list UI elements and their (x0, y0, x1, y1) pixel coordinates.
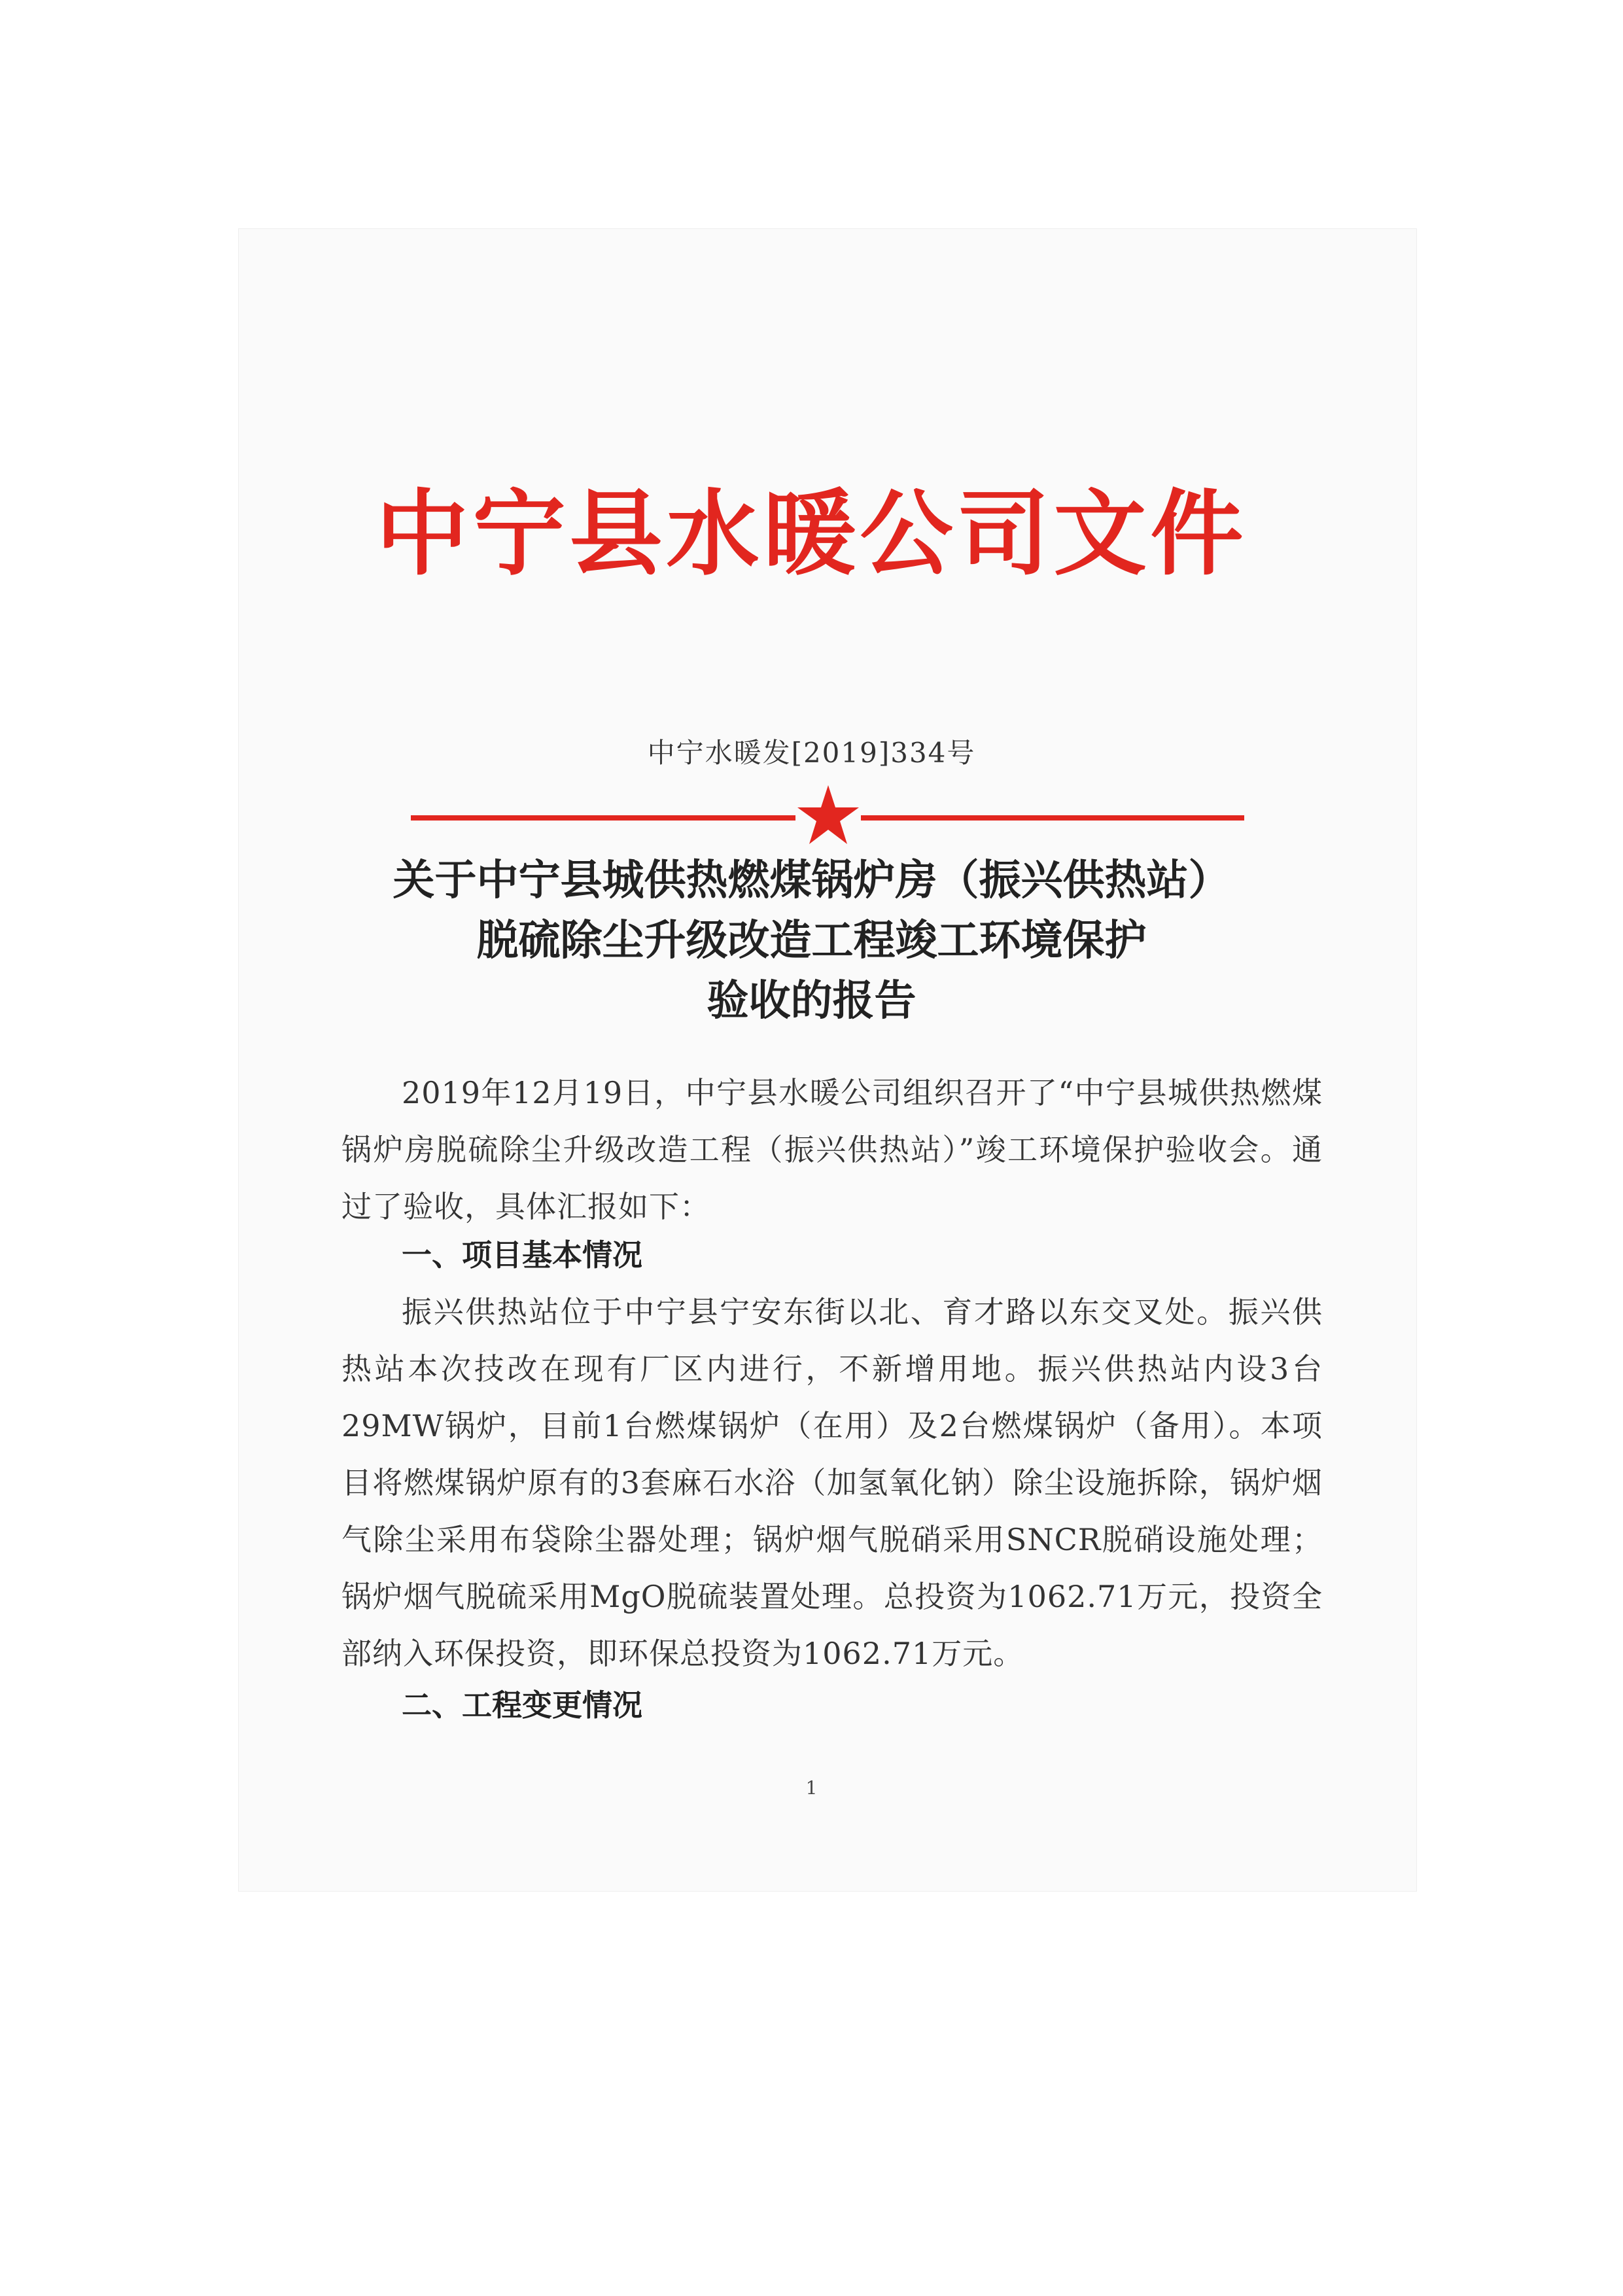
divider-left (411, 815, 795, 821)
document-title (0, 851, 1623, 1031)
document-header-title: 中宁县水暖公司文件 (375, 480, 1248, 588)
section-heading-changes: 二、工程变更情况 (402, 1687, 642, 1723)
basic-info-paragraph: 振兴供热站位于中宁县宁安东街以北、育才路以东交叉处。振兴供热站本次技改在现有厂区内进行，不新增用地。振兴供热站内设3台29MW锅炉，目前1台燃煤锅炉（在用）及2台燃煤锅炉（备用）。本项目将燃煤锅炉原有的3套麻石水浴（加氢氧化钠）除尘设施拆除，锅炉烟气除尘采用布袋除尘器处理；锅炉烟气脱硝采用SNCR脱硝设施处理；锅炉烟气脱硫采用MgO脱硫装置处理。总投资为1062.71万元，投资全部纳入环保投资，即环保总投资为1062.71万元。 (341, 1294, 1323, 1671)
divider-right (861, 815, 1244, 821)
page-number: 1 (805, 1777, 818, 1799)
document-title-line-2: 脱硫除尘升级改造工程竣工环境保护 (476, 916, 1147, 965)
basic-info-section (341, 1284, 1323, 1682)
intro-section (341, 1065, 1323, 1235)
document-number: 中宁水暖发[2019]334号 (647, 737, 976, 769)
document-title-line-1: 关于中宁县城供热燃煤锅炉房（振兴供热站） (393, 856, 1230, 905)
document-title-line-3: 验收的报告 (707, 976, 916, 1025)
intro-paragraph: 2019年12月19日，中宁县水暖公司组织召开了“中宁县城供热燃煤锅炉房脱硫除尘升级改造工程（振兴供热站）”竣工环境保护验收会。通过了验收，具体汇报如下： (341, 1075, 1323, 1224)
section-heading-basic-info: 一、项目基本情况 (402, 1237, 642, 1273)
red-star-icon (795, 783, 861, 848)
